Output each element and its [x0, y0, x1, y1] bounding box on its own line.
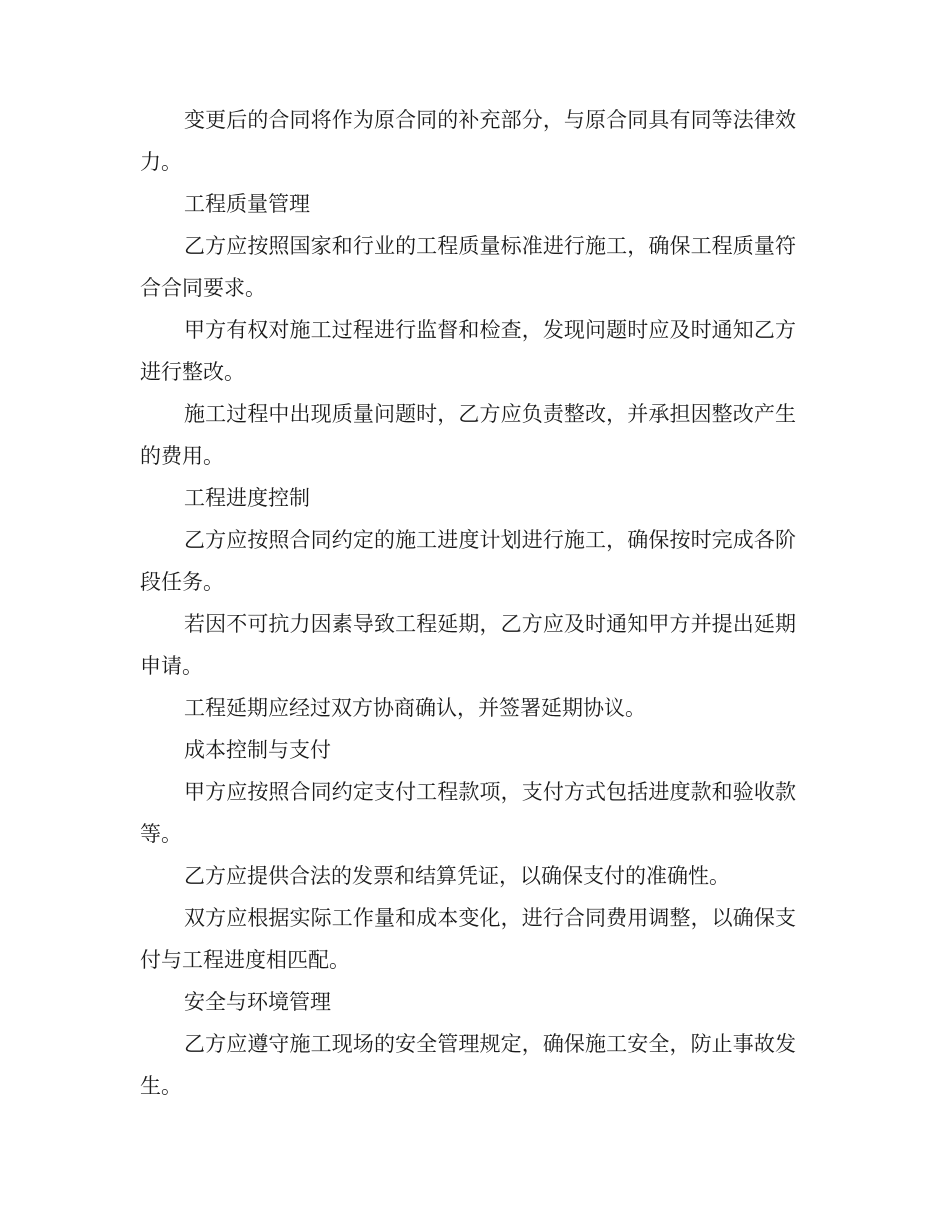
paragraph-cost-payment: 甲方应按照合同约定支付工程款项，支付方式包括进度款和验收款等。 — [140, 780, 796, 846]
document-page — [140, 99, 796, 1107]
paragraph-quality-supervision: 甲方有权对施工过程进行监督和检查，发现问题时应及时通知乙方进行整改。 — [140, 318, 796, 384]
section-heading-cost: 成本控制与支付 — [184, 738, 331, 762]
paragraph-quality-rectification: 施工过程中出现质量问题时，乙方应负责整改，并承担因整改产生的费用。 — [140, 402, 796, 468]
paragraph-schedule-extension: 工程延期应经过双方协商确认，并签署延期协议。 — [184, 696, 646, 720]
paragraph-quality-standard: 乙方应按照国家和行业的工程质量标准进行施工，确保工程质量符合合同要求。 — [140, 234, 796, 300]
paragraph-safety-rules: 乙方应遵守施工现场的安全管理规定，确保施工安全，防止事故发生。 — [140, 1032, 796, 1098]
section-heading-quality: 工程质量管理 — [184, 192, 310, 216]
paragraph-contract-amendment: 变更后的合同将作为原合同的补充部分，与原合同具有同等法律效力。 — [140, 108, 796, 174]
section-heading-schedule: 工程进度控制 — [184, 486, 310, 510]
paragraph-cost-adjustment: 双方应根据实际工作量和成本变化，进行合同费用调整，以确保支付与工程进度相匹配。 — [140, 906, 796, 972]
paragraph-schedule-plan: 乙方应按照合同约定的施工进度计划进行施工，确保按时完成各阶段任务。 — [140, 528, 796, 594]
paragraph-schedule-force-majeure: 若因不可抗力因素导致工程延期，乙方应及时通知甲方并提出延期申请。 — [140, 612, 796, 678]
paragraph-cost-invoice: 乙方应提供合法的发票和结算凭证，以确保支付的准确性。 — [184, 864, 730, 888]
section-heading-safety: 安全与环境管理 — [184, 990, 331, 1014]
